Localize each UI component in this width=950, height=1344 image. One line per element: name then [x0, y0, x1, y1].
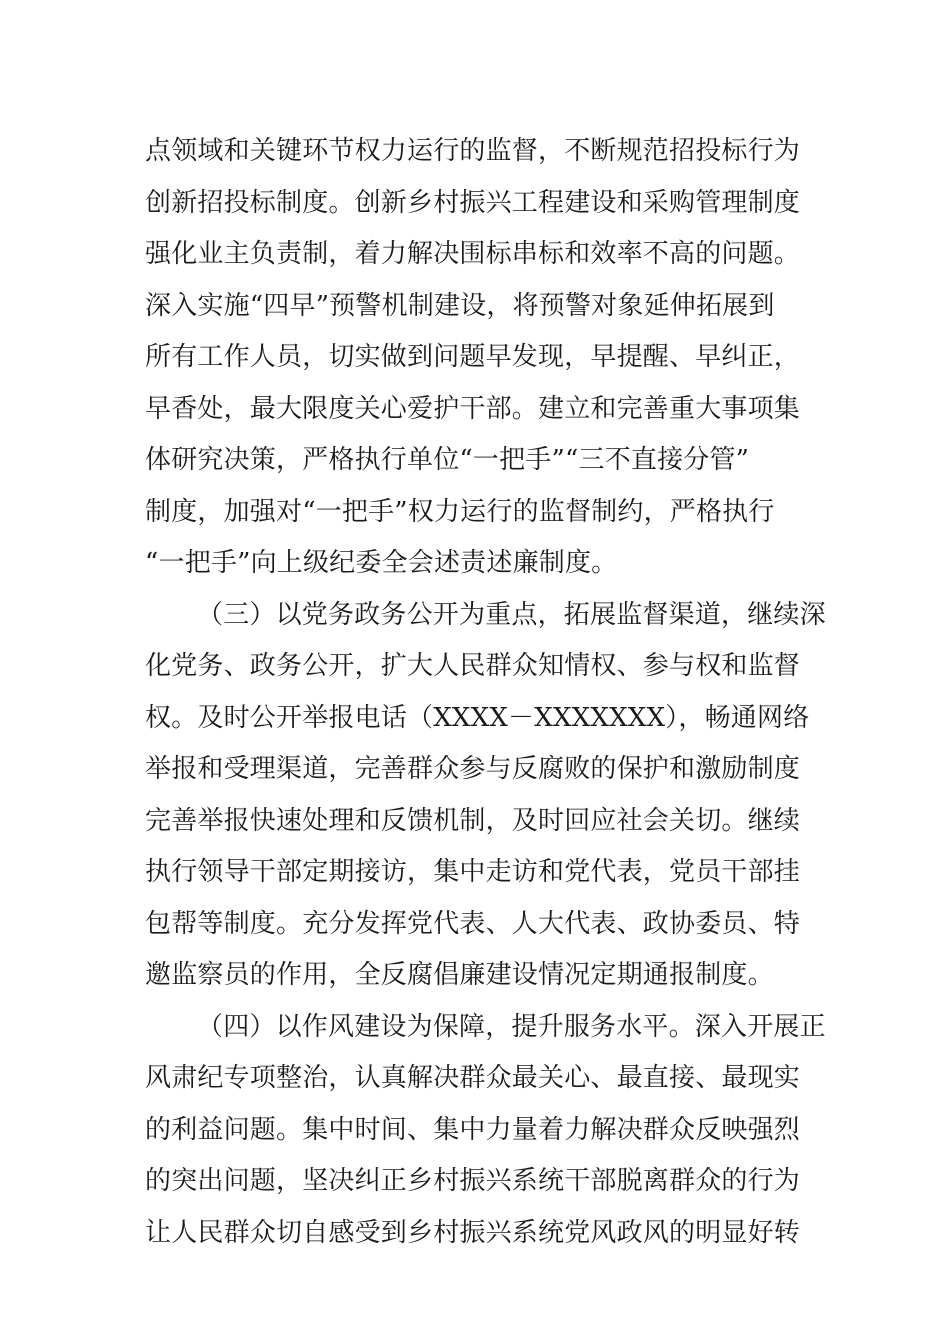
text-line: “一把手”向上级纪委全会述责述廉制度。 [145, 548, 618, 578]
text-line: 包帮等制度。充分发挥党代表、人大代表、政协委员、特 [145, 908, 801, 939]
text-line: 体研究决策，严格执行单位“一把手”“三不直接分管” [145, 445, 750, 475]
text-line: 点领域和关键环节权力运行的监督，不断规范招投标行为 [145, 136, 801, 166]
text-line: 权。及时公开举报电话（XXXX－XXXXXXX），畅通网络 [145, 702, 810, 733]
text-line: 所有工作人员，切实做到问题早发现，早提醒、早纠正， [145, 342, 801, 372]
text-line: 早香处，最大限度关心爱护干部。建立和完善重大事项集 [145, 393, 801, 424]
text-line: 风肃纪专项整治，认真解决群众最关心、最直接、最现实 [145, 1063, 801, 1093]
document-body [145, 126, 826, 1259]
paragraph-start-line: （四）以作风建设为保障，提升服务水平。深入开展正 [197, 1011, 826, 1042]
text-line: 创新招投标制度。创新乡村振兴工程建设和采购管理制度 [145, 187, 801, 218]
text-line: 化党务、政务公开，扩大人民群众知情权、参与权和监督 [145, 651, 801, 681]
text-line: 的利益问题。集中时间、集中力量着力解决群众反映强烈 [145, 1114, 801, 1145]
text-line: 举报和受理渠道，完善群众参与反腐败的保护和激励制度 [145, 754, 801, 784]
text-line: 邀监察员的作用，全反腐倡廉建设情况定期通报制度。 [145, 960, 774, 990]
paragraph-start-line: （三）以党务政务公开为重点，拓展监督渠道，继续深 [197, 599, 826, 630]
text-line: 深入实施“四早”预警机制建设，将预警对象延伸拓展到 [145, 290, 775, 321]
text-line: 让人民群众切自感受到乡村振兴系统党风政风的明显好转 [145, 1217, 801, 1248]
text-line: 制度，加强对“一把手”权力运行的监督制约，严格执行 [145, 496, 775, 527]
text-line: 强化业主负责制，着力解决围标串标和效率不高的问题。 [145, 239, 801, 269]
text-line: 执行领导干部定期接访，集中走访和党代表，党员干部挂 [145, 857, 801, 887]
text-line: 的突出问题，坚决纠正乡村振兴系统干部脱离群众的行为 [145, 1166, 801, 1196]
text-line: 完善举报快速处理和反馈机制，及时回应社会关切。继续 [145, 805, 801, 836]
